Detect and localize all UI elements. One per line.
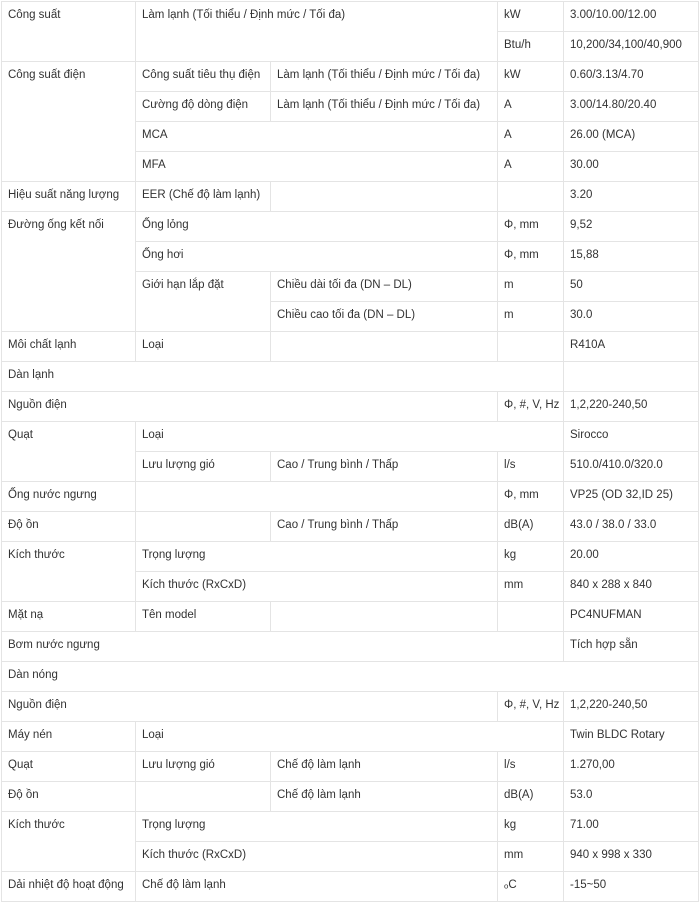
value-cell: 71.00 bbox=[564, 812, 699, 842]
unit-cell: kg bbox=[498, 542, 564, 572]
unit-cell: kg bbox=[498, 812, 564, 842]
unit-cell: ₒC bbox=[498, 872, 564, 902]
value-cell: 30.0 bbox=[564, 302, 699, 332]
mode-cell: Chiều cao tối đa (DN – DL) bbox=[271, 302, 498, 332]
mode-cell: Cao / Trung bình / Thấp bbox=[271, 452, 498, 482]
value-cell: 940 x 998 x 330 bbox=[564, 842, 699, 872]
table-row bbox=[2, 632, 699, 662]
empty-cell bbox=[136, 482, 498, 512]
row-sublabel: Tên model bbox=[136, 602, 271, 632]
row-sublabel: Làm lạnh (Tối thiểu / Định mức / Tối đa) bbox=[136, 2, 498, 62]
unit-cell: A bbox=[498, 152, 564, 182]
value-cell: 30.00 bbox=[564, 152, 699, 182]
row-sublabel: EER (Chế độ làm lạnh) bbox=[136, 182, 271, 212]
table-row bbox=[2, 722, 699, 752]
table-row bbox=[2, 482, 699, 512]
row-label: Độ ồn bbox=[2, 512, 136, 542]
table-row bbox=[2, 182, 699, 212]
value-cell: Twin BLDC Rotary bbox=[564, 722, 699, 752]
value-cell: VP25 (OD 32,ID 25) bbox=[564, 482, 699, 512]
value-cell: 1,2,220-240,50 bbox=[564, 392, 699, 422]
unit-cell: mm bbox=[498, 842, 564, 872]
row-sublabel: Trọng lượng bbox=[136, 542, 498, 572]
row-label: Bơm nước ngưng bbox=[2, 632, 564, 662]
table-row bbox=[2, 812, 699, 842]
table-row bbox=[2, 752, 699, 782]
table-row bbox=[2, 782, 699, 812]
section-title: Dàn lạnh bbox=[2, 362, 564, 392]
row-sublabel: Kích thước (RxCxD) bbox=[136, 572, 498, 602]
row-sublabel: Cường độ dòng điện bbox=[136, 92, 271, 122]
unit-cell: A bbox=[498, 122, 564, 152]
row-sublabel: Loại bbox=[136, 422, 564, 452]
row-label: Nguồn điện bbox=[2, 692, 498, 722]
row-label: Quạt bbox=[2, 422, 136, 482]
empty-cell bbox=[271, 332, 498, 362]
unit-cell: mm bbox=[498, 572, 564, 602]
section-row bbox=[2, 662, 699, 692]
table-row bbox=[2, 602, 699, 632]
empty-cell bbox=[498, 182, 564, 212]
row-sublabel: MCA bbox=[136, 122, 498, 152]
unit-cell: m bbox=[498, 302, 564, 332]
value-cell: 15,88 bbox=[564, 242, 699, 272]
unit-cell: l/s bbox=[498, 452, 564, 482]
value-cell: 10,200/34,100/40,900 bbox=[564, 32, 699, 62]
row-sublabel: Lưu lượng gió bbox=[136, 752, 271, 782]
row-sublabel: Giới hạn lắp đặt bbox=[136, 272, 271, 332]
value-cell: 840 x 288 x 840 bbox=[564, 572, 699, 602]
row-sublabel: Trọng lượng bbox=[136, 812, 498, 842]
mode-cell: Chế độ làm lạnh bbox=[271, 782, 498, 812]
table-row bbox=[2, 62, 699, 92]
row-sublabel: Loại bbox=[136, 722, 564, 752]
row-label: Đường ống kết nối bbox=[2, 212, 136, 332]
table-row bbox=[2, 332, 699, 362]
unit-cell: kW bbox=[498, 2, 564, 32]
mode-cell: Chế độ làm lạnh bbox=[271, 752, 498, 782]
value-cell: R410A bbox=[564, 332, 699, 362]
value-cell: 26.00 (MCA) bbox=[564, 122, 699, 152]
value-cell: 9,52 bbox=[564, 212, 699, 242]
value-cell: 510.0/410.0/320.0 bbox=[564, 452, 699, 482]
row-label: Ống nước ngưng bbox=[2, 482, 136, 512]
unit-cell: Φ, #, V, Hz bbox=[498, 692, 564, 722]
table-row bbox=[2, 392, 699, 422]
mode-cell: Cao / Trung bình / Thấp bbox=[271, 512, 498, 542]
section-title: Dàn nóng bbox=[2, 662, 699, 692]
value-cell: 3.00/14.80/20.40 bbox=[564, 92, 699, 122]
row-label: Nguồn điện bbox=[2, 392, 498, 422]
table-row bbox=[2, 422, 699, 452]
mode-cell: Chiều dài tối đa (DN – DL) bbox=[271, 272, 498, 302]
empty-cell bbox=[271, 602, 498, 632]
table-row bbox=[2, 872, 699, 902]
empty-cell bbox=[136, 512, 271, 542]
value-cell: 3.20 bbox=[564, 182, 699, 212]
value-cell: 53.0 bbox=[564, 782, 699, 812]
unit-cell: m bbox=[498, 272, 564, 302]
unit-cell: Φ, mm bbox=[498, 482, 564, 512]
value-cell: 1.270,00 bbox=[564, 752, 699, 782]
row-label: Hiệu suất năng lượng bbox=[2, 182, 136, 212]
row-label: Kích thước bbox=[2, 542, 136, 602]
row-label: Độ ồn bbox=[2, 782, 136, 812]
value-cell: 20.00 bbox=[564, 542, 699, 572]
value-cell: PC4NUFMAN bbox=[564, 602, 699, 632]
unit-cell: Φ, mm bbox=[498, 212, 564, 242]
value-cell: 0.60/3.13/4.70 bbox=[564, 62, 699, 92]
empty-cell bbox=[136, 782, 271, 812]
value-cell: 43.0 / 38.0 / 33.0 bbox=[564, 512, 699, 542]
row-sublabel: Lưu lượng gió bbox=[136, 452, 271, 482]
section-row bbox=[2, 362, 699, 392]
row-sublabel: Chế độ làm lạnh bbox=[136, 872, 498, 902]
row-sublabel: Ống lỏng bbox=[136, 212, 498, 242]
row-label: Kích thước bbox=[2, 812, 136, 872]
row-sublabel: MFA bbox=[136, 152, 498, 182]
table-row bbox=[2, 512, 699, 542]
row-label: Mặt nạ bbox=[2, 602, 136, 632]
table-row bbox=[2, 212, 699, 242]
row-label: Máy nén bbox=[2, 722, 136, 752]
empty-cell bbox=[564, 362, 699, 392]
unit-cell: dB(A) bbox=[498, 782, 564, 812]
row-sublabel: Kích thước (RxCxD) bbox=[136, 842, 498, 872]
row-label: Công suất điện bbox=[2, 62, 136, 182]
row-label: Quạt bbox=[2, 752, 136, 782]
value-cell: Tích hợp sẵn bbox=[564, 632, 699, 662]
row-sublabel: Loại bbox=[136, 332, 271, 362]
value-cell: 50 bbox=[564, 272, 699, 302]
empty-cell bbox=[271, 182, 498, 212]
table-row bbox=[2, 542, 699, 572]
table-row bbox=[2, 692, 699, 722]
unit-cell: kW bbox=[498, 62, 564, 92]
row-label: Môi chất lạnh bbox=[2, 332, 136, 362]
unit-cell: Φ, mm bbox=[498, 242, 564, 272]
mode-cell: Làm lạnh (Tối thiểu / Định mức / Tối đa) bbox=[271, 62, 498, 92]
empty-cell bbox=[498, 602, 564, 632]
row-label: Công suất bbox=[2, 2, 136, 62]
spec-table bbox=[1, 1, 699, 902]
value-cell: Sirocco bbox=[564, 422, 699, 452]
unit-cell: Btu/h bbox=[498, 32, 564, 62]
value-cell: -15~50 bbox=[564, 872, 699, 902]
empty-cell bbox=[498, 332, 564, 362]
row-sublabel: Ống hơi bbox=[136, 242, 498, 272]
unit-cell: Φ, #, V, Hz bbox=[498, 392, 564, 422]
row-sublabel: Công suất tiêu thụ điện bbox=[136, 62, 271, 92]
unit-cell: A bbox=[498, 92, 564, 122]
unit-cell: l/s bbox=[498, 752, 564, 782]
table-row bbox=[2, 2, 699, 32]
value-cell: 3.00/10.00/12.00 bbox=[564, 2, 699, 32]
value-cell: 1,2,220-240,50 bbox=[564, 692, 699, 722]
unit-cell: dB(A) bbox=[498, 512, 564, 542]
mode-cell: Làm lạnh (Tối thiểu / Định mức / Tối đa) bbox=[271, 92, 498, 122]
row-label: Dải nhiệt độ hoạt động bbox=[2, 872, 136, 902]
